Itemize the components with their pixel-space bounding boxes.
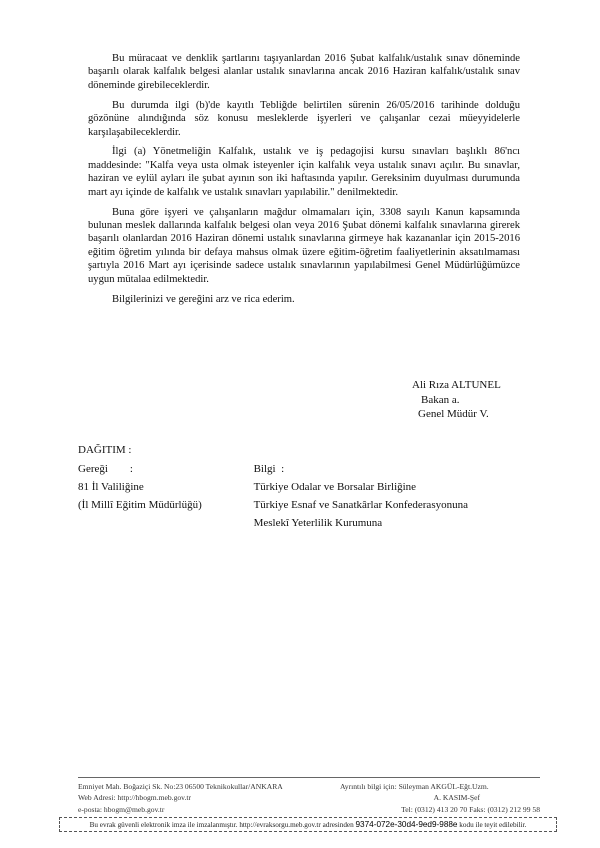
bilgi-label: Bilgi :	[253, 463, 285, 475]
signature-block	[398, 378, 528, 422]
signatory-name: Ali Rıza ALTUNEL	[412, 379, 501, 391]
footer-web: Web Adresi: http://hbogm.meb.gov.tr	[78, 793, 192, 803]
distribution-list	[78, 441, 538, 532]
signatory-title-1: Bakan a.	[421, 393, 460, 406]
bilgi-item: Meslekî Yeterlilik Kurumuna	[253, 517, 383, 529]
verification-prefix: Bu evrak güvenli elektronik imza ile imzalanmıştır. http://evraksorgu.meb.gov.tr adresinden	[89, 821, 354, 829]
footer-contact-left	[78, 781, 283, 815]
e-signature-verification	[59, 817, 557, 832]
gereği-label: Gereği :	[78, 463, 133, 475]
signatory-title-2: Genel Müdür V.	[418, 408, 489, 420]
footer-contact-right	[340, 781, 540, 815]
bilgi-item: Türkiye Esnaf ve Sanatkârlar Konfederasyonuna	[253, 499, 468, 511]
distribution-heading: DAĞITIM :	[78, 444, 132, 456]
footer-divider	[78, 777, 540, 778]
bilgi-column	[254, 460, 538, 532]
footer-address: Emniyet Mah. Boğaziçi Sk. No:23 06500 Teknikokullar/ANKARA	[78, 782, 283, 791]
verification-suffix: kodu ile teyit edilebilir.	[459, 821, 527, 829]
paragraph-2: Bu durumda ilgi (b)'de kayıtlı Tebliğde belirtilen sürenin 26/05/2016 tarihinde dolduğu gözönüne alındığında söz konusu mesleklerde işyerleri ve çalışanlar cezai müeyyidelerle karşılaşabileceklerdir.	[88, 99, 520, 138]
footer-info: Ayrıntılı bilgi için: Süleyman AKGÜL-Eğt.Uzm.	[340, 782, 489, 791]
gereği-column	[78, 460, 254, 532]
gereği-item: (İl Millî Eğitim Müdürlüğü)	[78, 499, 202, 511]
footer-email: e-posta: hbogm@meb.gov.tr	[78, 804, 165, 814]
paragraph-1: Bu müracaat ve denklik şartlarını taşıyanlardan 2016 Şubat kalfalık/ustalık sınav döneminde başarılı olarak kalfalık belgesi alanlar ustalık sınavlarına ancak 2016 Haziran kalfalık/ustalık sınav döneminde girebileceklerdir.	[88, 53, 520, 91]
footer	[78, 781, 540, 815]
paragraph-4: Buna göre işyeri ve çalışanların mağdur olmamaları için, 3308 sayılı Kanun kapsamında bulunan meslek dallarında kalfalık belgesi olan veya 2016 Şubat dönemi kalfalık sınavlarına girerek başarılı olanlardan 2016 Haziran dönemi ustalık sınavlarına girmeye hak kazananlar için 2015-2016 eğitim öğretim yılında bir defaya mahsus olmak üzere eğitim-öğretim faaliyetlerinin aksatılmaması şartıyla 2016 Mart ayı içerisinde sadece ustalık sınavlarının yapılabilmesi Genel Müdürlüğümüzce uygun mütalaa edilmektedir.	[88, 206, 520, 285]
paragraph-3: İlgi (a) Yönetmeliğin Kalfalık, ustalık ve iş pedagojisi kursu sınavları başlıklı 86'ncı maddesinde: "Kalfa veya usta olmak isteyenler için kalfalık veya ustalık sınavı açılır. Bu sınavlar, haziran ve eylül ayları ile şubat ayının son iki haftasında yapılır. Gereksinim duyulması durumunda mart ayı içinde de kalfalık ve ustalık sınavları yapılabilir." denilmektedir.	[88, 146, 520, 198]
verification-code[interactable]: 9374-072e-30d4-9ed9-988e	[355, 820, 458, 829]
paragraph-5: Bilgilerinizi ve gereğini arz ve rica ederim.	[112, 293, 295, 305]
bilgi-item: Türkiye Odalar ve Borsalar Birliğine	[253, 481, 417, 493]
footer-phone: Tel: (0312) 413 20 70 Faks: (0312) 212 99 58	[401, 804, 540, 814]
letter-body	[88, 52, 520, 312]
footer-person: A. KASIM-Şef	[433, 793, 480, 803]
gereği-item: 81 İl Valiliğine	[78, 481, 144, 493]
